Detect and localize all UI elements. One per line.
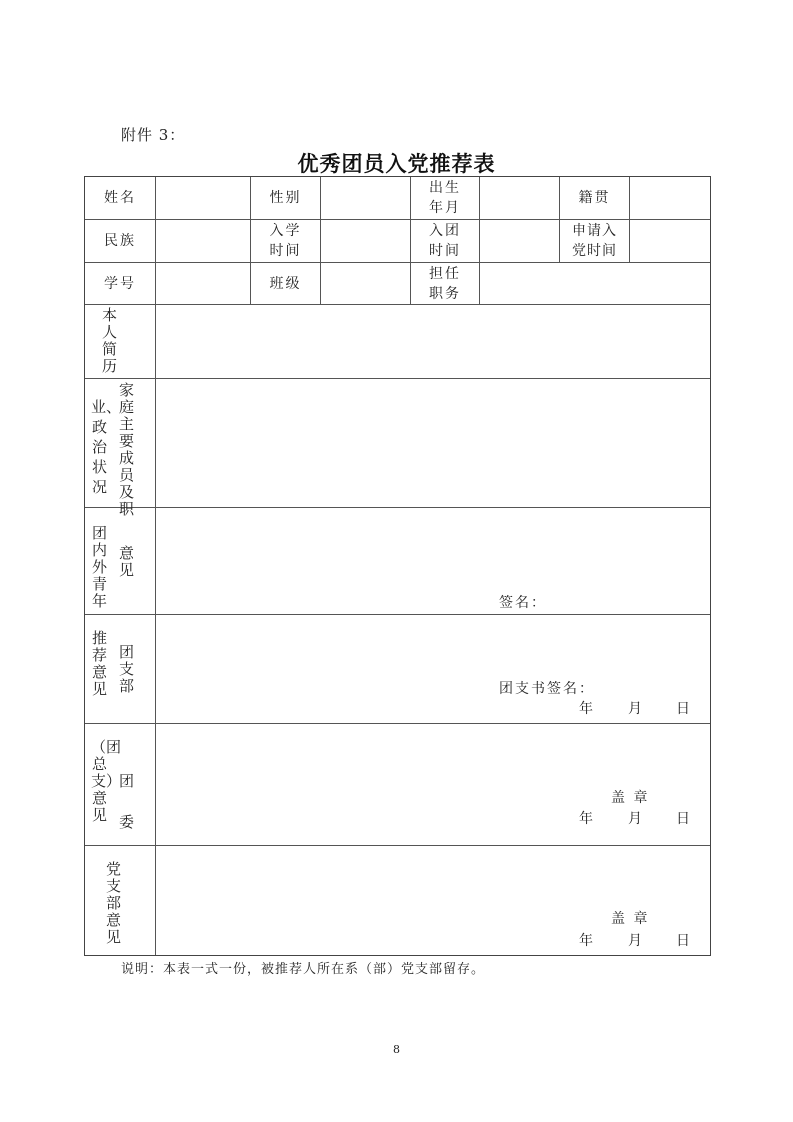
gender-field[interactable] [321,177,410,219]
date-day: 日 [676,933,692,949]
label-birth-line1: 出生 [429,180,461,196]
label-branch-col2: 团支部 [118,643,134,695]
date-day: 日 [676,811,692,827]
label-family [85,379,155,518]
opinion-field[interactable] [156,508,710,614]
label-family-col1: 家庭主要成员及职 [118,381,134,518]
label-party: 党支部意见 [105,860,121,946]
secretary-signature-label: 团支书签名： [499,681,595,697]
seal-label: 盖 章 [611,790,650,806]
label-resume: 本人简历 [101,306,117,375]
label-branch-col1: 推荐意见 [91,629,107,698]
label-league [411,220,479,262]
label-apply-line1: 申请入 [572,223,617,239]
label-birth [411,177,479,219]
label-position-line2: 职务 [429,285,461,302]
label-enroll-line1: 入学 [269,223,302,239]
form-title: 优秀团员入党推荐表 [297,152,496,176]
date-year: 年 [579,701,595,717]
label-family-col2: 业、政治状况 [91,398,122,496]
page-number: 8 [393,1043,400,1056]
label-committee-col2 [118,761,135,831]
signature-label: 签名： [499,595,547,611]
ethnicity-field[interactable] [156,220,250,262]
branch-field[interactable] [156,615,710,723]
recommendation-form [84,176,711,956]
label-enroll [251,220,320,262]
seal-label: 盖 章 [611,911,650,927]
label-origin: 籍贯 [578,190,611,206]
league-field[interactable] [480,220,559,262]
label-league-line1: 入团 [429,223,461,239]
label-apply [560,220,629,262]
label-birth-line2: 年月 [429,200,461,216]
resume-field[interactable] [156,305,710,378]
label-committee-col1: （团总支）意见 [91,738,122,824]
birth-field[interactable] [480,177,559,219]
label-opinion-col2: 意见 [118,544,134,579]
date-month: 月 [628,933,644,949]
form-note: 说明：本表一式一份，被推荐人所在系（部）党支部留存。 [121,962,486,977]
origin-field[interactable] [630,177,710,219]
label-position [411,263,479,304]
committee-field[interactable] [156,724,710,845]
position-field[interactable] [480,263,710,304]
label-ethnicity: 民族 [104,233,136,249]
enroll-field[interactable] [321,220,410,262]
family-field[interactable] [156,379,710,507]
date-year: 年 [579,933,595,949]
name-field[interactable] [156,177,250,219]
label-class: 班级 [269,275,302,292]
party-field[interactable] [156,846,710,955]
label-student-id: 学号 [104,275,136,292]
label-committee-col2-text: 团委 [118,772,134,831]
label-league-line2: 时间 [429,243,461,259]
class-field[interactable] [321,263,410,304]
apply-field[interactable] [630,220,710,262]
label-opinion-col1: 团内外青年 [91,524,107,610]
label-apply-line2: 党时间 [572,243,617,259]
label-enroll-line2: 时间 [269,243,302,259]
attachment-label: 附件 3： [121,126,186,144]
date-year: 年 [579,811,595,827]
label-gender: 性别 [269,190,302,206]
date-day: 日 [676,701,692,717]
student-id-field[interactable] [156,263,250,304]
label-name: 姓名 [104,190,136,206]
date-month: 月 [628,811,644,827]
date-month: 月 [628,701,644,717]
label-position-line1: 担任 [429,265,461,282]
